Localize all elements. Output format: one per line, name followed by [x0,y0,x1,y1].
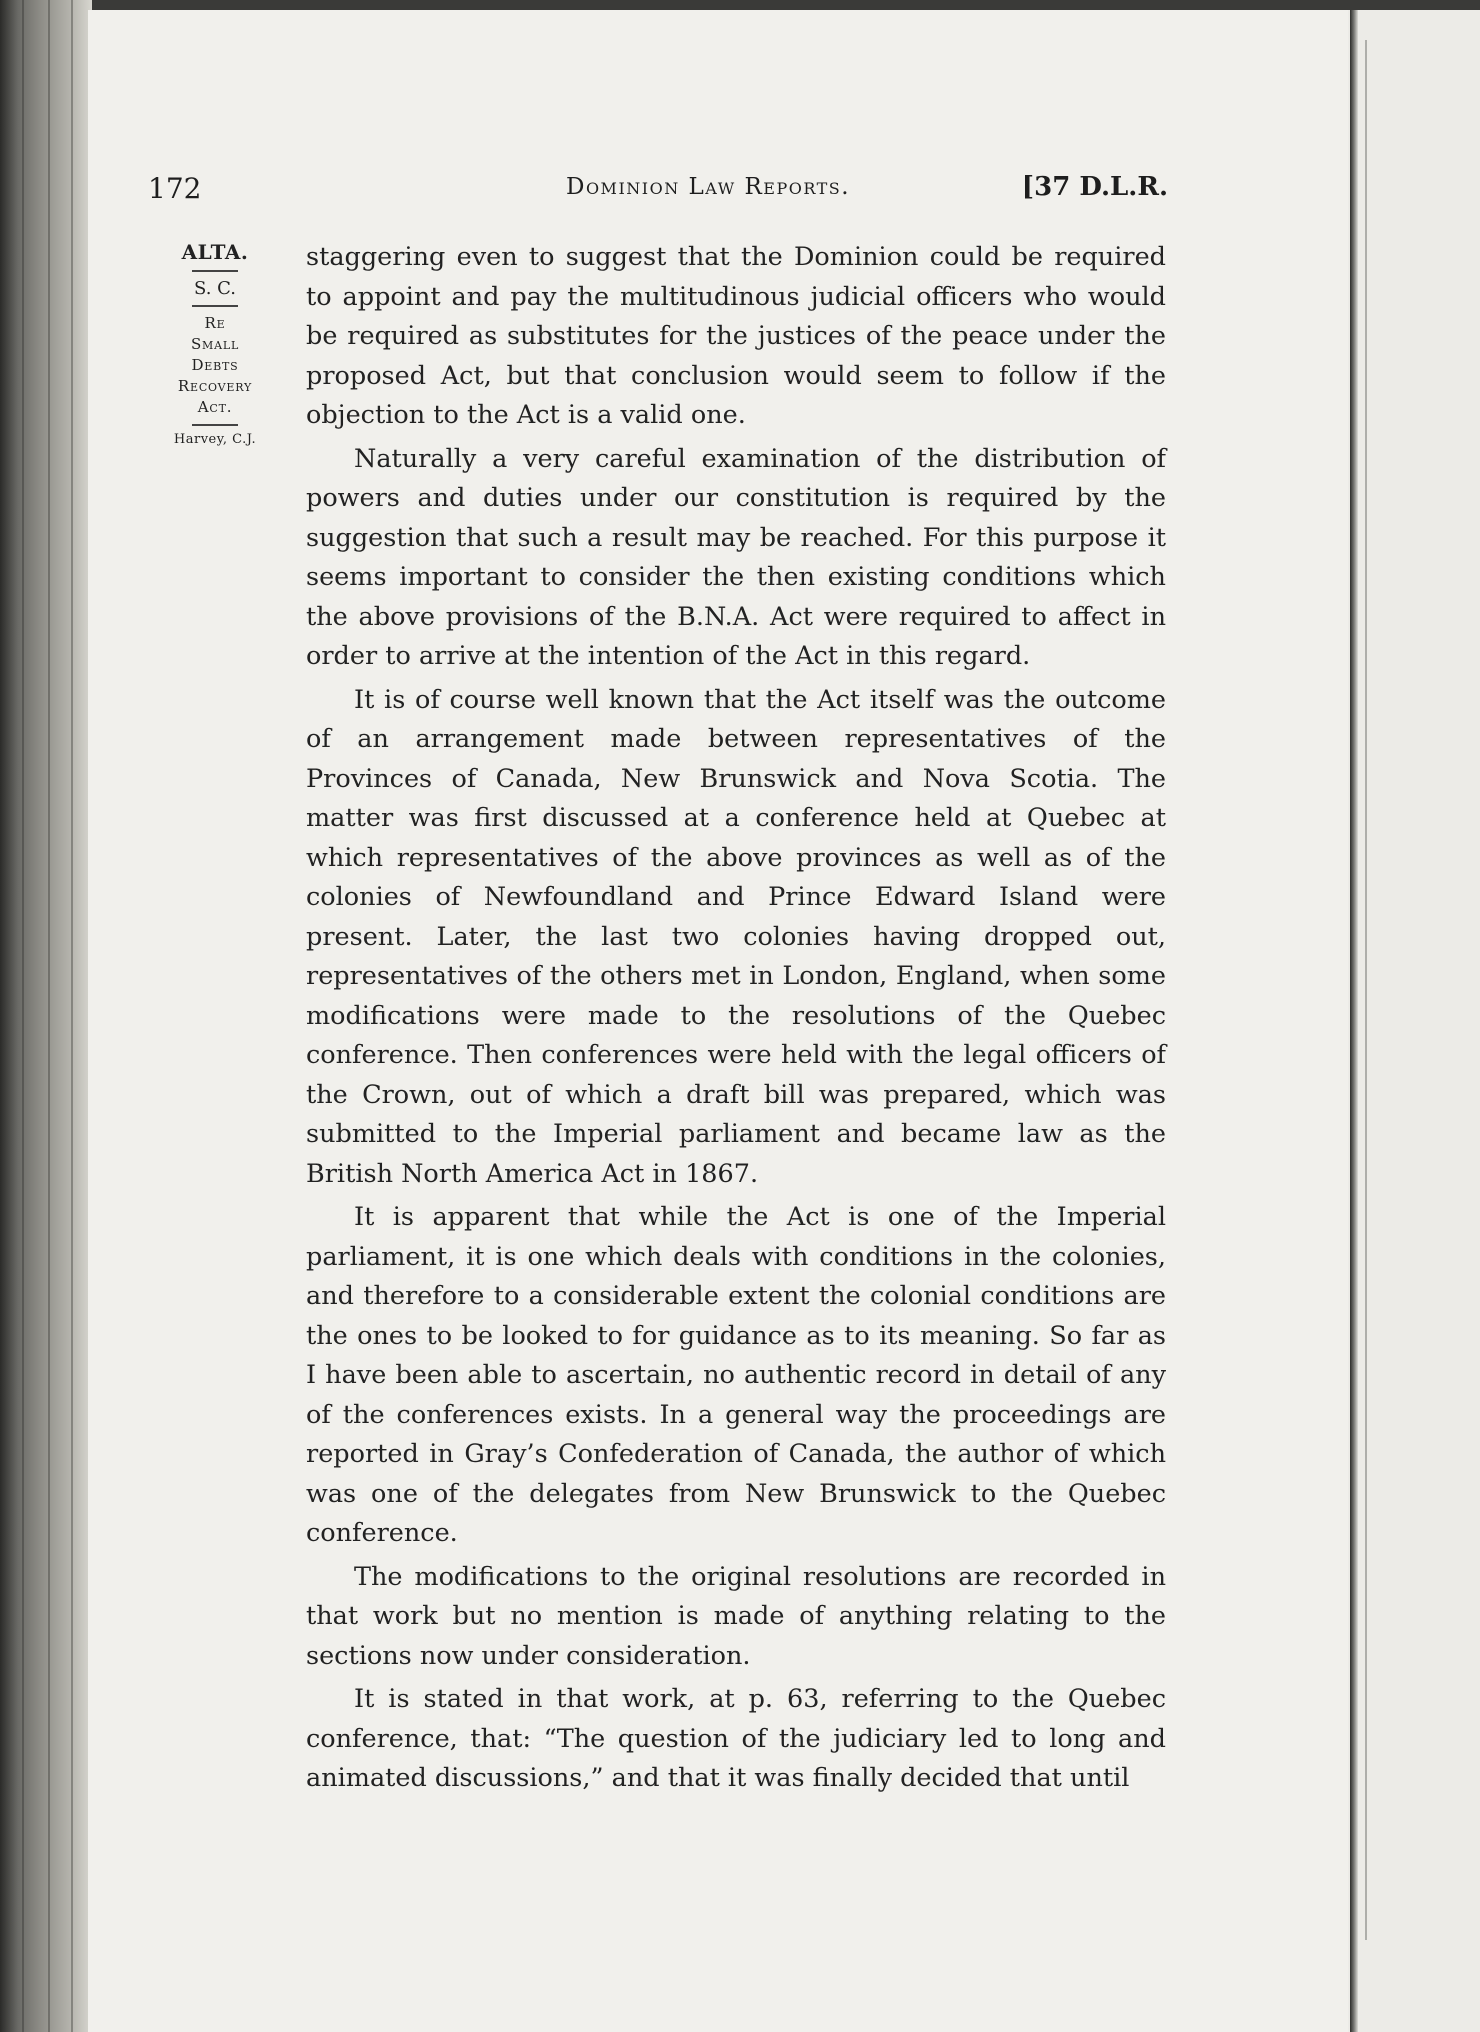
running-title: Dominion Law Reports. [566,174,851,200]
body-text [306,238,1166,1801]
page-number: 172 [148,172,202,205]
case-title-line: Recovery [177,377,253,395]
volume-citation: [37 D.L.R. [1021,172,1168,202]
facing-page-edge [1348,10,1480,2032]
running-header [148,172,1168,216]
margin-rule [192,424,238,426]
judge-label: Harvey, C.J. [173,432,257,447]
paragraph: staggering even to suggest that the Dominion could be required to appoint and pay the multitudinous judicial officers who would be required as substitutes for the justices of the peace under the proposed Act, but that conclusion would seem to follow if the objection to the Act is a valid one. [306,242,1166,430]
page-fold-line [1365,40,1367,1940]
page-fold-shadow [1350,10,1358,2032]
case-title-line: Small [190,335,240,353]
case-title-line: Debts [191,356,239,374]
gutter-line [22,0,24,2032]
binding-gutter [0,0,92,2032]
paragraph: It is of course well known that the Act itself was the outcome of an arrangement made between representatives of the Provinces of Canada, New Brunswick and Nova Scotia. The matter was first discussed at a conference held at Quebec at which representatives of the above provinces as well as of the colonies of Newfoundland and Prince Edward Island were present. Later, the last two colonies having dropped out, representatives of the others met in London, England, when some modifications were made to the resolutions of the Quebec conference. Then conferences were held with the legal officers of the Crown, out of which a draft bill was prepared, which was submitted to the Imperial parliament and became law as the British North America Act in 1867. [306,684,1166,1189]
margin-rule [192,270,238,272]
paragraph: The modifications to the original resolutions are recorded in that work but no mention is made of anything relating to the sections now under consideration. [306,1561,1166,1671]
case-title-line: Re [204,314,226,332]
gutter-line [71,0,73,2032]
court-label: ALTA. [181,240,249,264]
division-label: S. C. [194,278,236,299]
margin-rule [192,305,238,307]
margin-notes [150,240,280,447]
gutter-line [48,0,50,2032]
paragraph: It is apparent that while the Act is one of the Imperial parliament, it is one which deals with conditions in the colonies, and therefore to a considerable extent the colonial conditions are the ones to be looked to for guidance as to its meaning. So far as I have been able to ascertain, no authentic record in detail of any of the conferences exists. In a general way the proceedings are reported in Gray’s Confederation of Canada, the author of which was one of the delegates from New Brunswick to the Quebec conference. [306,1202,1166,1548]
paragraph: Naturally a very careful examination of the distribution of powers and duties under our constitution is required by the suggestion that such a result may be reached. For this purpose it seems important to consider the then existing conditions which the above provisions of the B.N.A. Act were required to affect in order to arrive at the intention of the Act in this regard. [306,443,1166,671]
case-title-line: Act. [197,398,233,416]
paragraph: It is stated in that work, at p. 63, referring to the Quebec conference, that: “The question of the judiciary led to long and animated discussions,” and that it was finally decided that until [306,1684,1166,1793]
